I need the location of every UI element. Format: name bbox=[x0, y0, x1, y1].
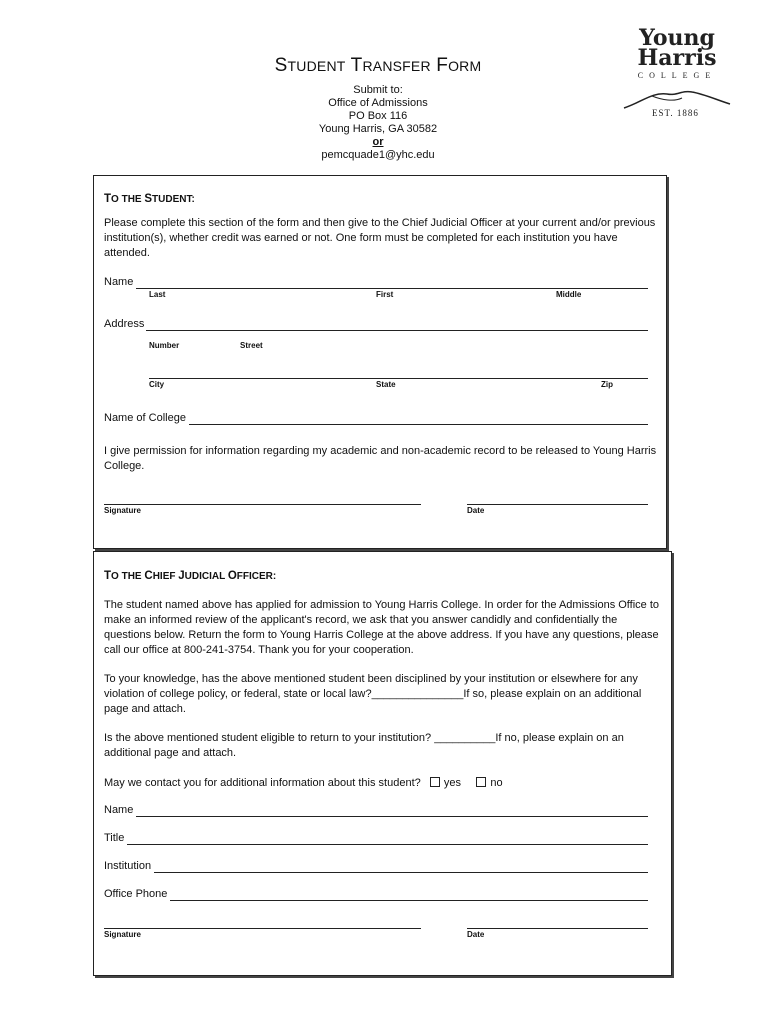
student-signature-label: Signature bbox=[104, 506, 141, 515]
title-initial-s: S bbox=[274, 55, 288, 76]
officer-date-label: Date bbox=[467, 930, 485, 939]
address-line-city[interactable] bbox=[149, 378, 648, 379]
name-last-label: Last bbox=[149, 290, 166, 299]
addr-state-label: State bbox=[376, 380, 396, 389]
college-line[interactable] bbox=[189, 424, 648, 425]
officer-signature-line[interactable] bbox=[104, 928, 421, 929]
officer-title-line[interactable] bbox=[127, 844, 648, 845]
student-section bbox=[93, 175, 667, 549]
logo-est: EST. 1886 bbox=[652, 108, 699, 118]
student-date-line[interactable] bbox=[467, 504, 648, 505]
officer-name-line[interactable] bbox=[136, 816, 648, 817]
no-checkbox[interactable] bbox=[476, 777, 486, 787]
email-address[interactable]: pemcquade1@yhc.edu bbox=[321, 149, 435, 161]
submit-address-block bbox=[250, 84, 506, 162]
officer-signature-label: Signature bbox=[104, 930, 141, 939]
or-text: or bbox=[372, 136, 384, 148]
addr-zip-label: Zip bbox=[601, 380, 613, 389]
submit-to: Submit to: bbox=[353, 84, 403, 96]
officer-title-label: Title bbox=[104, 832, 125, 844]
officer-section bbox=[93, 551, 672, 976]
name-first-label: First bbox=[376, 290, 394, 299]
college-logo bbox=[622, 25, 732, 120]
officer-institution-label: Institution bbox=[104, 860, 152, 872]
addr-city-label: City bbox=[149, 380, 165, 389]
addr-street-label: Street bbox=[240, 341, 263, 350]
officer-institution-line[interactable] bbox=[154, 872, 648, 873]
question-contact bbox=[104, 776, 664, 791]
title-rest-form: ORM bbox=[448, 58, 482, 74]
title-initial-f: F bbox=[436, 55, 449, 76]
logo-word-young: Young bbox=[639, 25, 715, 51]
title-initial-t: T bbox=[350, 55, 363, 76]
no-label: no bbox=[490, 777, 503, 789]
city-line: Young Harris, GA 30582 bbox=[318, 123, 438, 135]
name-line[interactable] bbox=[136, 288, 648, 289]
college-label: Name of College bbox=[104, 412, 186, 424]
addr-number-label: Number bbox=[149, 341, 180, 350]
officer-intro: The student named above has applied for admission to Young Harris College. In order for the Admissions Office to make an informed review of the applicant's record, we ask that you answer candidly and confidentially the questions below. Return the form to Young Harris College at the above address. If you have any questions, please call our office at 800-241-3754. Thank you for your cooperation. bbox=[104, 599, 660, 656]
name-label: Name bbox=[104, 276, 134, 288]
yes-checkbox[interactable] bbox=[430, 777, 440, 787]
student-signature-line[interactable] bbox=[104, 504, 421, 505]
logo-college: COLLEGE bbox=[637, 71, 717, 80]
logo-word-harris: Harris bbox=[637, 45, 717, 71]
officer-phone-line[interactable] bbox=[170, 900, 648, 901]
question-contact-text: May we contact you for additional information about this student? bbox=[104, 777, 421, 789]
officer-date-line[interactable] bbox=[467, 928, 648, 929]
address-label: Address bbox=[104, 318, 145, 330]
title-rest-student: TUDENT bbox=[287, 58, 346, 74]
title-rest-transfer: RANSFER bbox=[362, 58, 431, 74]
question-disciplined: To your knowledge, has the above mentioned student been disciplined by your institution or elsewhere for any violation of college policy, or federal, state or local law?_______________If so, please explain on an additional page and attach. bbox=[104, 673, 642, 715]
student-date-label: Date bbox=[467, 506, 485, 515]
permission-text: I give permission for information regarding my academic and non-academic record to be released to Young Harris College. bbox=[104, 445, 657, 472]
officer-name-label: Name bbox=[104, 804, 134, 816]
yes-label: yes bbox=[443, 777, 462, 789]
student-heading: TO THE STUDENT: bbox=[104, 193, 195, 205]
address-line-street[interactable] bbox=[146, 330, 648, 331]
page-title bbox=[150, 55, 606, 77]
officer-phone-label: Office Phone bbox=[104, 888, 168, 900]
officer-heading: TO THE CHIEF JUDICIAL OFFICER: bbox=[104, 570, 277, 582]
office-name: Office of Admissions bbox=[328, 97, 428, 109]
po-box: PO Box 116 bbox=[348, 110, 408, 122]
name-middle-label: Middle bbox=[556, 290, 582, 299]
student-instructions: Please complete this section of the form and then give to the Chief Judicial Officer at your current and/or previous institution(s), whether credit was earned or not. One form must be completed for each institution you have attended. bbox=[104, 217, 656, 259]
question-eligible: Is the above mentioned student eligible to return to your institution? __________If no, please explain on an additional page and attach. bbox=[104, 732, 624, 759]
mountain-icon bbox=[622, 86, 732, 110]
